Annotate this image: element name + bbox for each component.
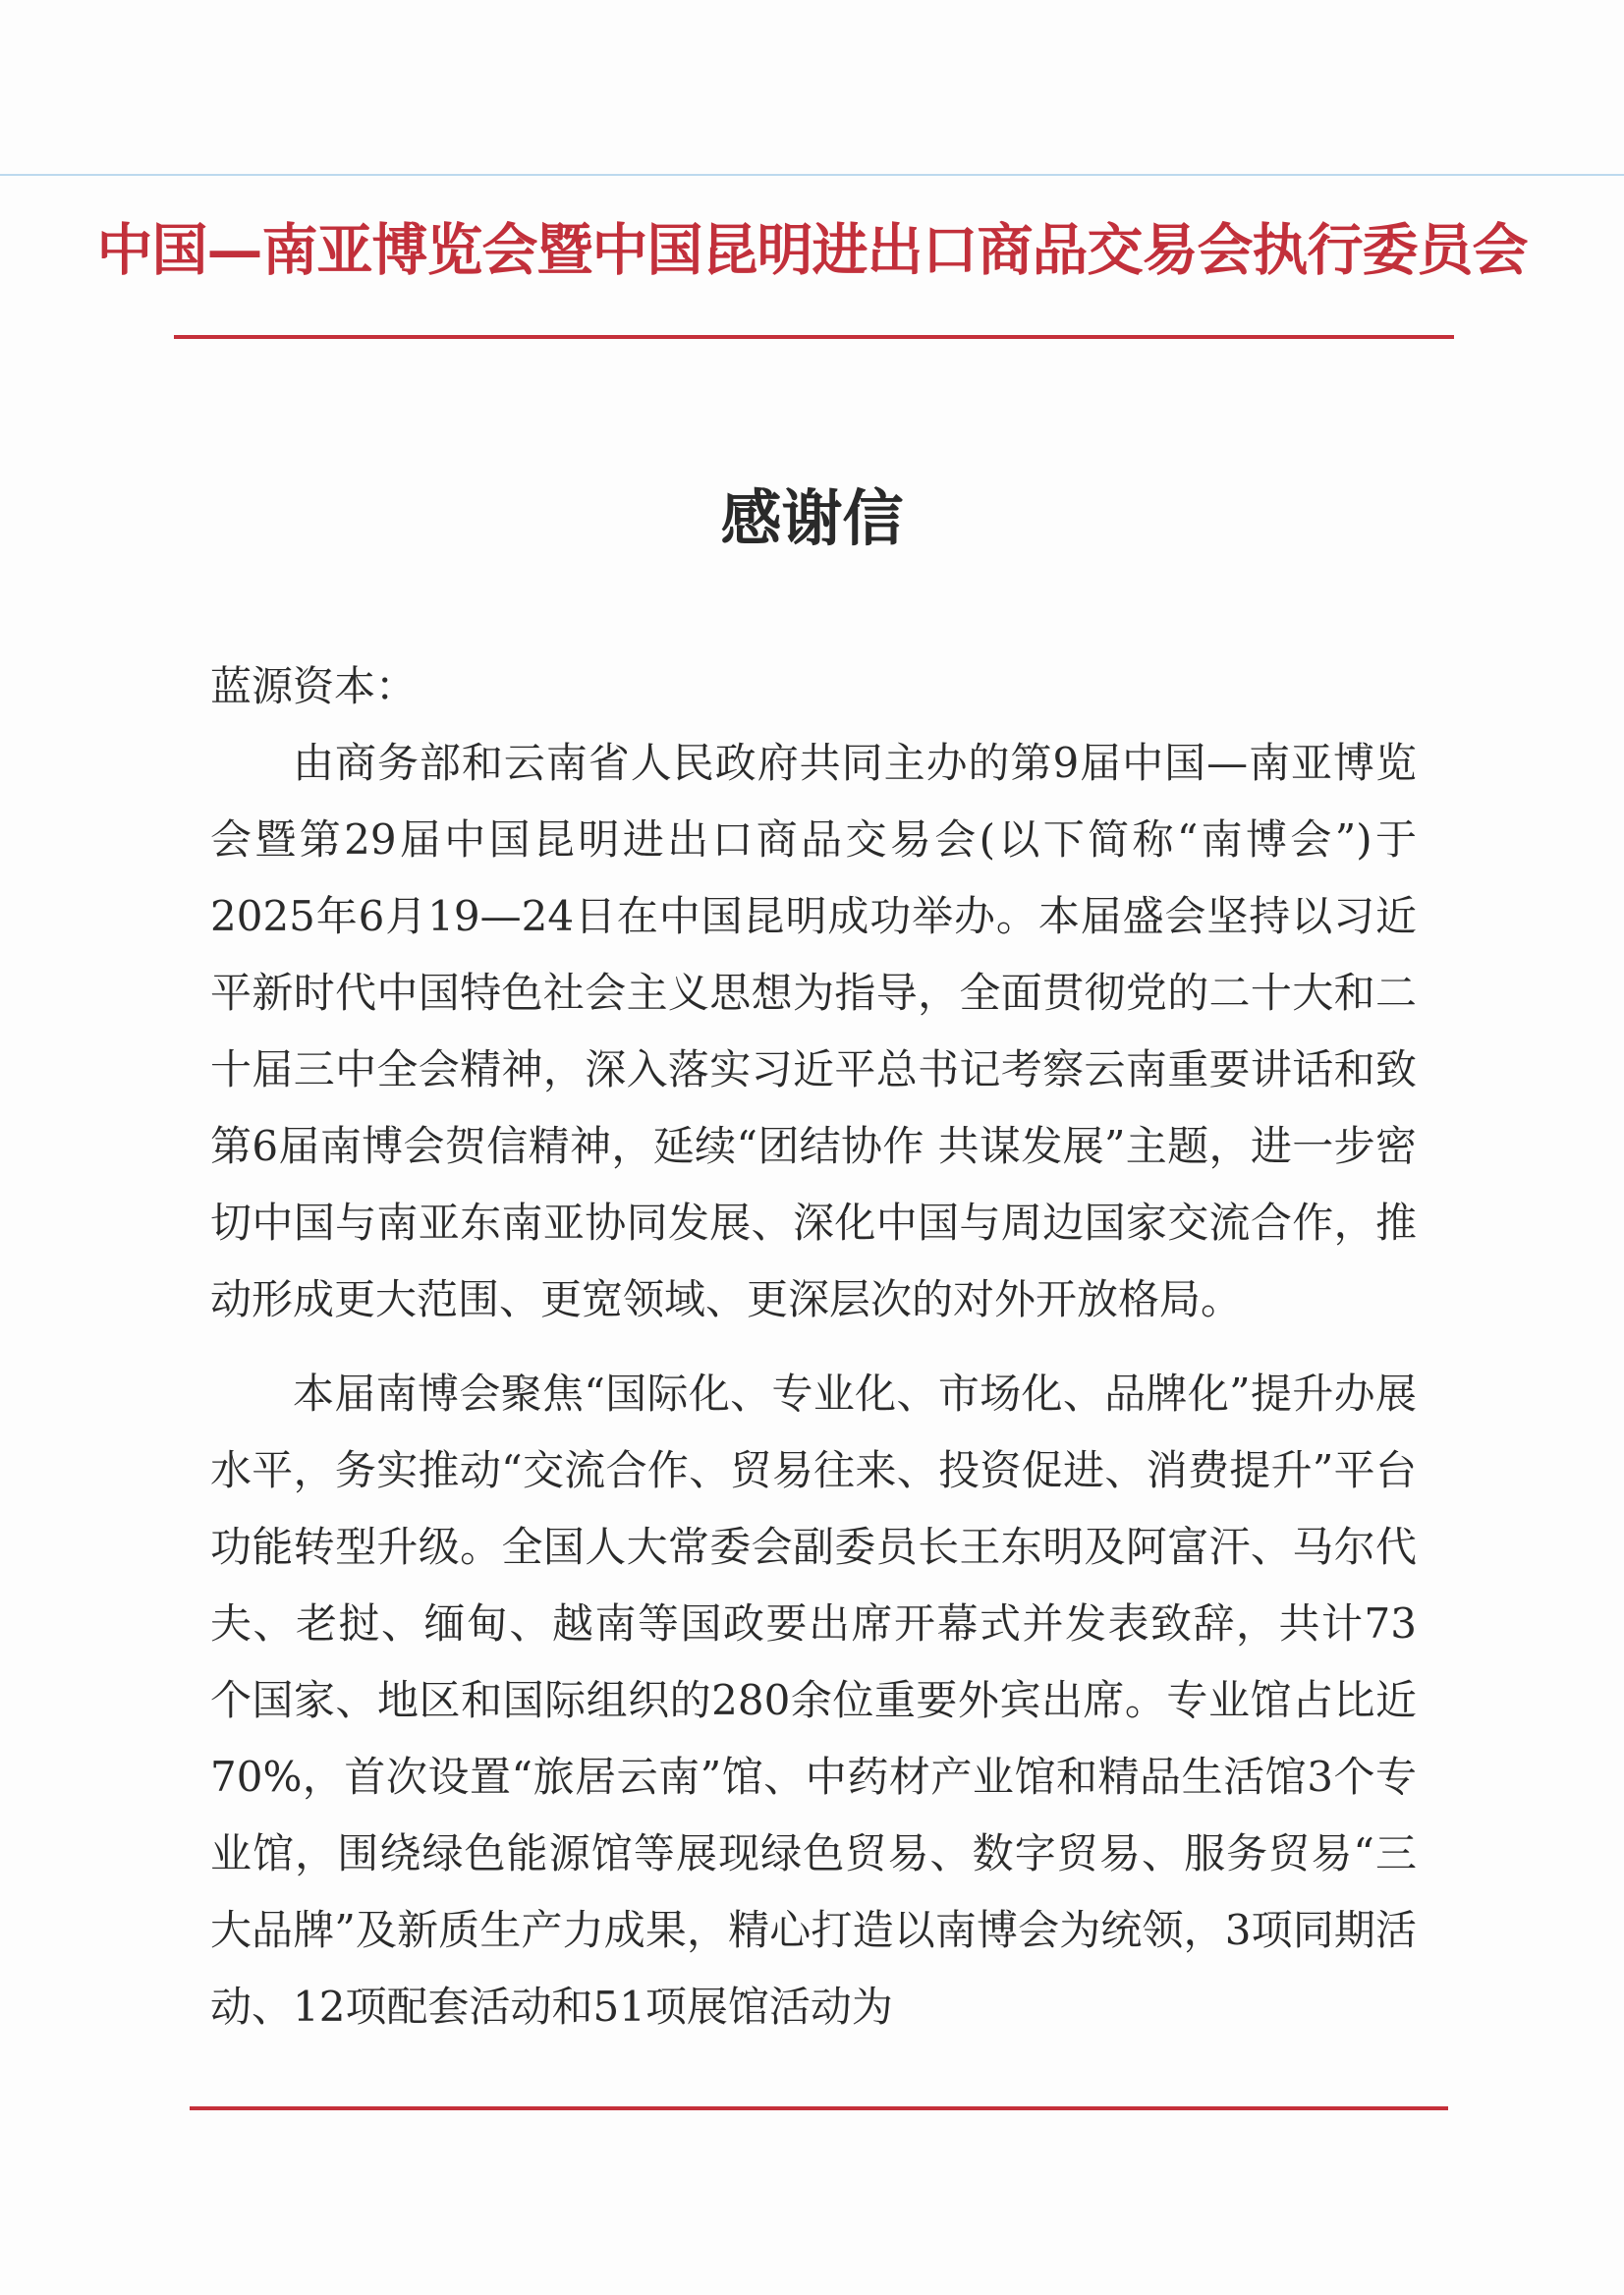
scan-line-divider	[0, 174, 1624, 176]
salutation: 蓝源资本：	[210, 662, 418, 710]
paragraph: 本届南博会聚焦“国际化、专业化、市场化、品牌化”提升办展水平，务实推动“交流合作、贸易往来、投资促进、消费提升”平台功能转型升级。全国人大常委会副委员长王东明及阿富汗、马尔代夫、老挝、缅甸、越南等国政要出席开幕式并发表致辞，共计73个国家、地区和国际组织的280余位重要外宾出席。专业馆占比近70%，首次设置“旅居云南”馆、中药材产业馆和精品生活馆3个专业馆，围绕绿色能源馆等展现绿色贸易、数字贸易、服务贸易“三大品牌”及新质生产力成果，精心打造以南博会为统领，3项同期活动、12项配套活动和51项展馆活动为	[210, 1370, 1417, 2031]
paragraph: 由商务部和云南省人民政府共同主办的第9届中国—南亚博览会暨第29届中国昆明进出口商品交易会(以下简称“南博会”)于2025年6月19—24日在中国昆明成功举办。本届盛会坚持以习近平新时代中国特色社会主义思想为指导，全面贯彻党的二十大和二十届三中全会精神，深入落实习近平总书记考察云南重要讲话和致第6届南博会贺信精神，延续“团结协作 共谋发展”主题，进一步密切中国与南亚东南亚协同发展、深化中国与周边国家交流合作，推动形成更大范围、更宽领域、更深层次的对外开放格局。	[210, 739, 1417, 1323]
letter-title: 感谢信	[720, 482, 904, 554]
letterhead-title: 中国—南亚博览会暨中国昆明进出口商品交易会执行委员会	[96, 217, 1528, 283]
letterhead-rule	[174, 335, 1454, 339]
footer-rule	[190, 2106, 1448, 2110]
letter-body	[210, 648, 1417, 2045]
